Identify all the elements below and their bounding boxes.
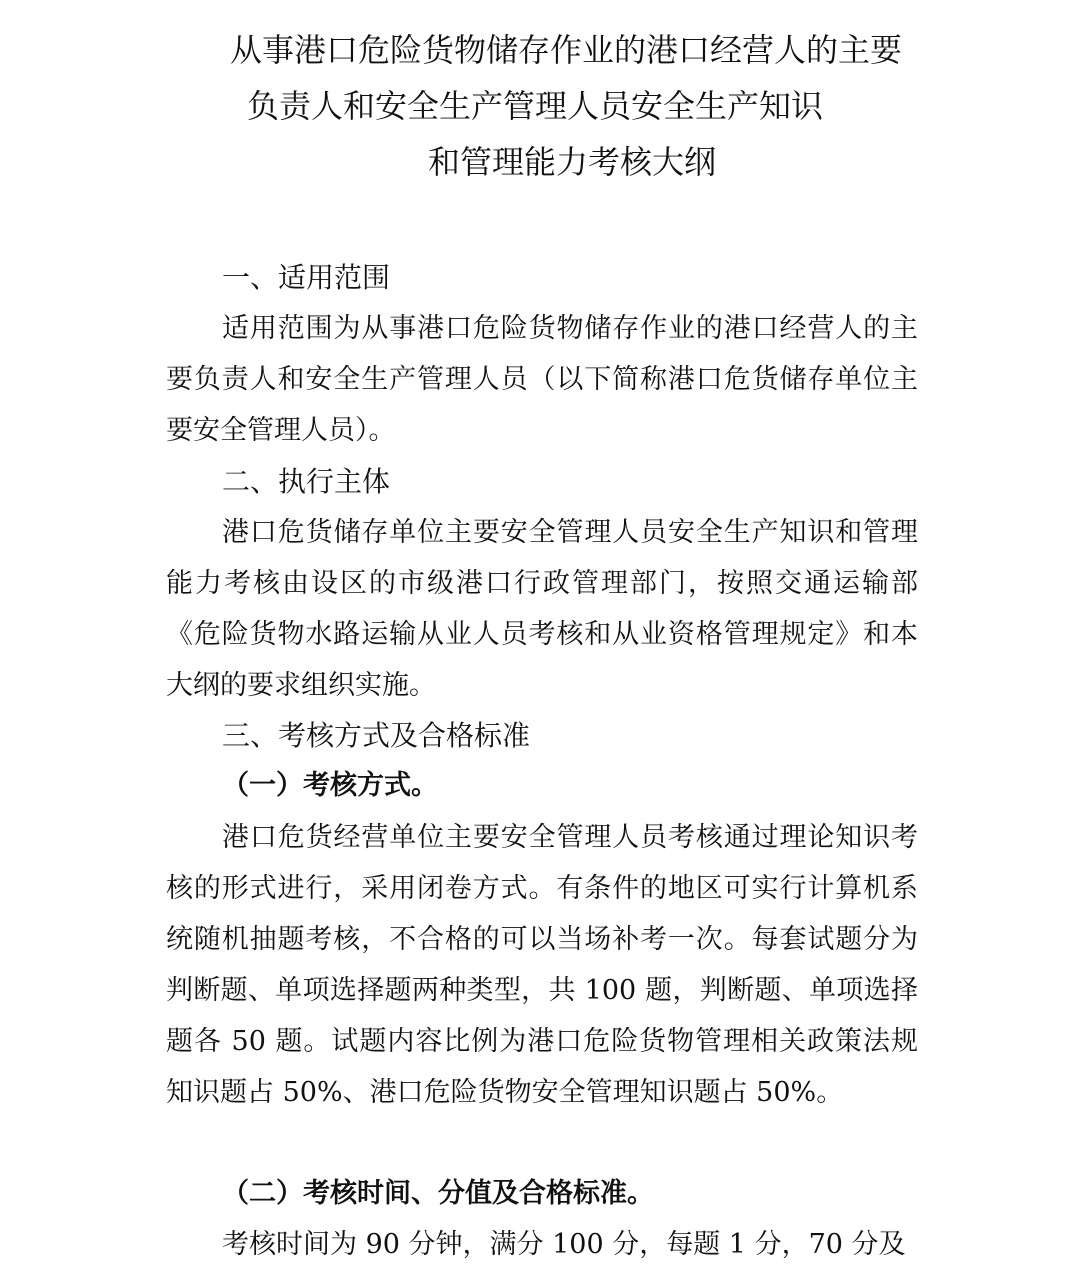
section-paragraph-executor: 港口危货储存单位主要安全管理人员安全生产知识和管理能力考核由设区的市级港口行政管理部门，按照交通运输部《危险货物水路运输从业人员考核和从业资格管理规定》和本大纲的要求组织实施。 xyxy=(166,517,918,701)
subsection-paragraph-method: 港口危货经营单位主要安全管理人员考核通过理论知识考核的形式进行，采用闭卷方式。有条件的地区可实行计算机系统随机抽题考核，不合格的可以当场补考一次。每套试题分为判断题、单项选择题两种类型，共 100 题，判断题、单项选择题各 50 题。试题内容比例为港口危险货物管理相关政策法规知识题占 50%、港口危险货物安全管理知识题占 50%。 xyxy=(166,822,918,1108)
document-title-line-2: 负责人和安全生产管理人员安全生产知识 xyxy=(247,87,824,125)
subsection-heading-time-score: （二）考核时间、分值及合格标准。 xyxy=(222,1178,654,1209)
document-title-line-3: 和管理能力考核大纲 xyxy=(428,143,717,181)
section-heading-scope: 一、适用范围 xyxy=(222,261,391,294)
section-heading-executor: 二、执行主体 xyxy=(222,465,391,498)
subsection-paragraph-time-score: 考核时间为 90 分钟，满分 100 分，每题 1 分，70 分及 xyxy=(222,1229,906,1260)
subsection-heading-method: （一）考核方式。 xyxy=(222,770,438,801)
section-paragraph-scope: 适用范围为从事港口危险货物储存作业的港口经营人的主要负责人和安全生产管理人员（以下简称港口危货储存单位主要安全管理人员）。 xyxy=(166,313,918,446)
section-heading-method-standard: 三、考核方式及合格标准 xyxy=(222,719,531,752)
document-title-line-1: 从事港口危险货物储存作业的港口经营人的主要 xyxy=(230,31,903,69)
